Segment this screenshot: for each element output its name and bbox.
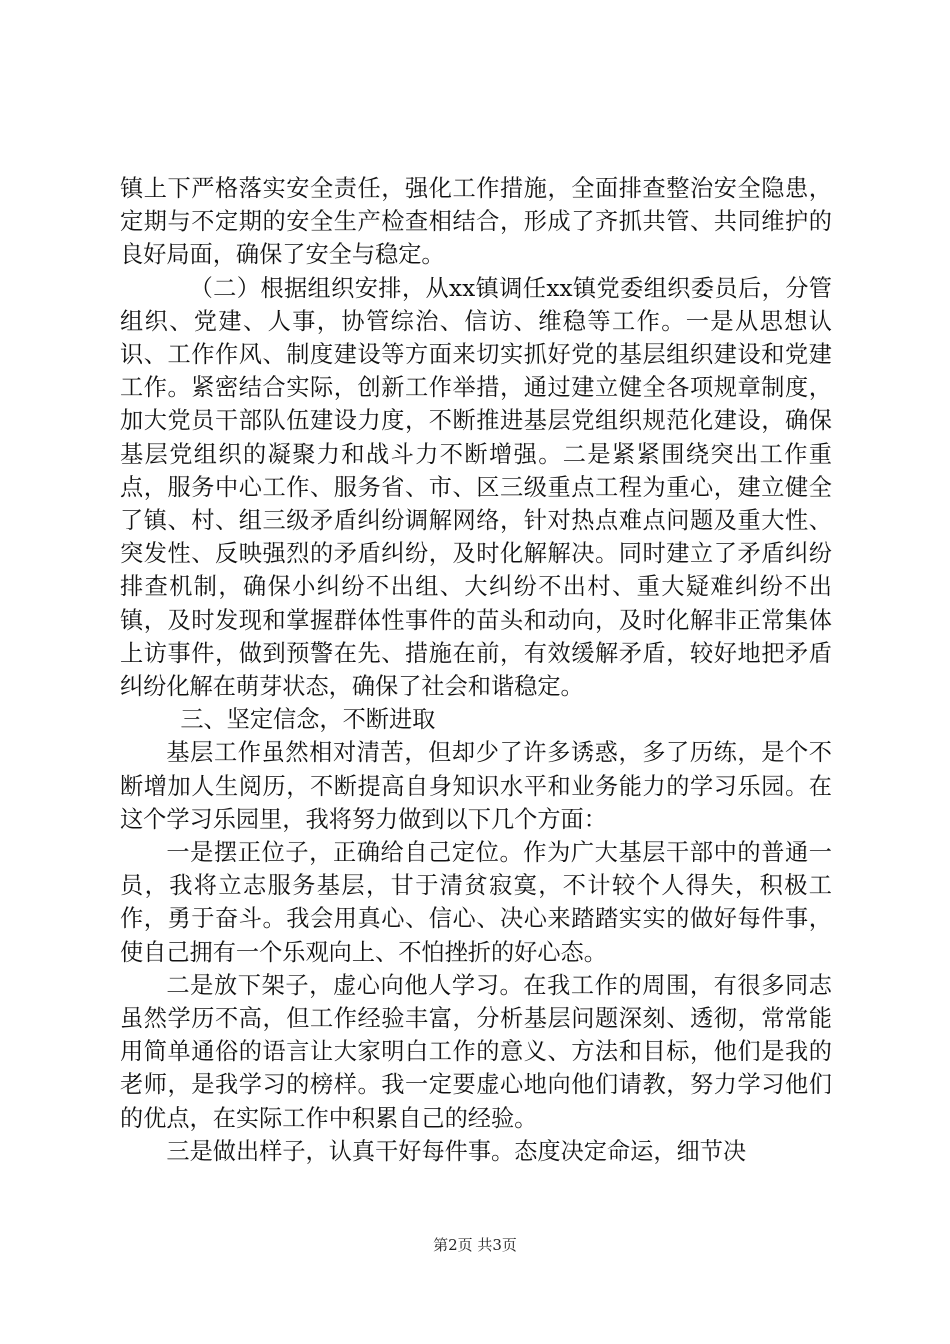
section-heading: 三、坚定信念，不断进取 [180,706,436,734]
paragraph-section-two: （二）根据组织安排，从xx镇调任xx镇党委组织委员后，分管组织、党建、人事，协管综治、信访、维稳等工作。一是从思想认识、工作作风、制度建设等方面来切实抓好党的基层组织建设和党建工作。紧密结合实际，创新工作举措，通过建立健全各项规章制度，加大党员干部队伍建设力度，不断推进基层党组织规范化建设，确保基层党组织的凝聚力和战斗力不断增强。二是紧紧围绕突出工作重点，服务中心工作、服务省、市、区三级重点工程为重心，建立健全了镇、村、组三级矛盾纠纷调解网络，针对热点难点问题及重大性、突发性、反映强烈的矛盾纠纷，及时化解解决。同时建立了矛盾纠纷排查机制，确保小纠纷不出组、大纠纷不出村、重大疑难纠纷不出镇，及时发现和掌握群体性事件的苗头和动向，及时化解非正常集体上访事件，做到预警在先、措施在前，有效缓解矛盾，较好地把矛盾纠纷化解在萌芽状态，确保了社会和谐稳定。 [120,274,832,701]
paragraph-continuation: 镇上下严格落实安全责任，强化工作措施，全面排查整治安全隐患，定期与不定期的安全生产检查相结合，形成了齐抓共管、共同维护的良好局面，确保了安全与稳定。 [120,175,832,269]
document-body [120,172,832,1168]
page-number-footer: 第2页 共3页 [433,1236,517,1254]
paragraph-point-one: 一是摆正位子，正确给自己定位。作为广大基层干部中的普通一员，我将立志服务基层，甘于清贫寂寞，不计较个人得失，积极工作，勇于奋斗。我会用真心、信心、决心来踏踏实实的做好每件事，使自己拥有一个乐观向上、不怕挫折的好心态。 [120,839,832,966]
paragraph-intro: 基层工作虽然相对清苦，但却少了许多诱惑，多了历练，是个不断增加人生阅历，不断提高自身知识水平和业务能力的学习乐园。在这个学习乐园里，我将努力做到以下几个方面： [120,739,832,833]
paragraph-point-two: 二是放下架子，虚心向他人学习。在我工作的周围，有很多同志虽然学历不高，但工作经验丰富，分析基层问题深刻、透彻，常常能用简单通俗的语言让大家明白工作的意义、方法和目标，他们是我的老师，是我学习的榜样。我一定要虚心地向他们请教，努力学习他们的优点，在实际工作中积累自己的经验。 [120,971,832,1132]
paragraph-point-three: 三是做出样子，认真干好每件事。态度决定命运，细节决 [166,1137,747,1165]
